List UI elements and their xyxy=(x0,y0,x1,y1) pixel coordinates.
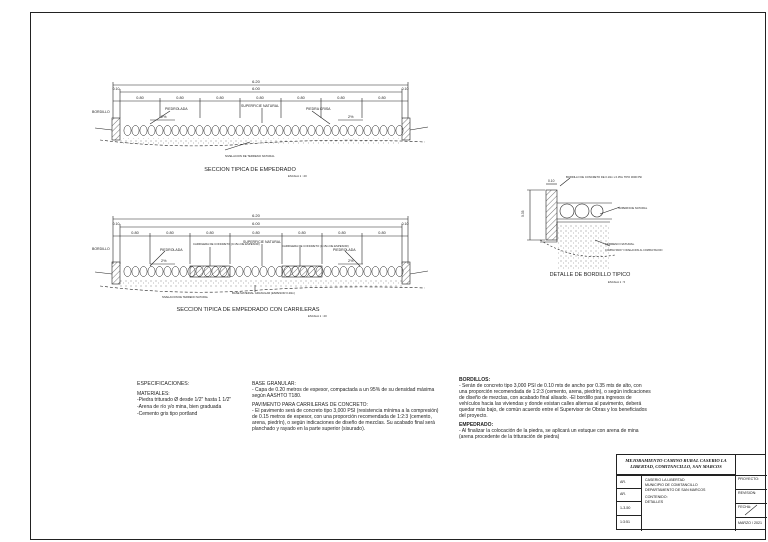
sec1-nivelacion-label: NIVELACION DE TERRENO NATURAL xyxy=(225,154,275,158)
bordillos-heading: BORDILLOS: xyxy=(459,377,491,383)
stone xyxy=(260,126,267,136)
stone xyxy=(388,267,395,277)
sec2-lane-dim: 0.80 xyxy=(206,231,214,235)
sec2-scale: ESCALA 1 : 20 xyxy=(308,314,327,318)
base-heading: BASE GRANULAR: xyxy=(252,381,296,387)
sec2-slope-right: 2% xyxy=(348,259,354,263)
specs-bordillos xyxy=(459,377,651,441)
sec1-bordillo-label: BORDILLO xyxy=(92,110,110,114)
sec2-title: SECCION TIPICA DE EMPEDRADO CON CARRILERAS xyxy=(176,307,320,313)
sec2-edge-left: 0.10 xyxy=(112,222,120,226)
pavement-text: - El pavimento será de concreto tipo 3,000 PSI (resistencia mínima a la compresión) de 0.15 metros de espesor, con una proporción recomendada de 1:2:3 (cemento, arena, piedrín), o según indicaciones de diseño de mezclas. Su acabado final será planchado y rayado en la parte superior (sisurado). xyxy=(252,408,439,432)
stone xyxy=(300,126,307,136)
sec2-base-label: BASE MATERIAL GRANULAR (ESPESOR 0.20m) xyxy=(232,291,295,295)
stone xyxy=(124,126,131,136)
stone xyxy=(148,126,155,136)
stone xyxy=(340,126,347,136)
stone xyxy=(308,126,315,136)
sec2-nivelacion-label: NIVELACION DE TERRENO NATURAL xyxy=(162,296,209,299)
sec1-lane-dim: 0.80 xyxy=(337,96,345,100)
stone xyxy=(364,126,371,136)
sec2-piedrolada-right: PIEDROLADA xyxy=(333,248,356,252)
sec2-lane-dim: 0.80 xyxy=(252,231,260,235)
sec2-lane-dim: 0.80 xyxy=(166,231,174,235)
stone xyxy=(236,126,243,136)
stone xyxy=(252,267,259,277)
sec2-sub-width: 6.00 xyxy=(252,221,260,226)
sec1-piedrolada-label: PIEDROLADA xyxy=(165,107,188,111)
material-line: -Arena de río y/o mina, bien graduada xyxy=(137,404,222,410)
detail-terreno-label: TERRENO NATURAL xyxy=(605,242,635,246)
stone xyxy=(276,126,283,136)
detail-dim-width: 0.10 xyxy=(548,179,555,183)
tb-content-line: DETALLES xyxy=(645,500,664,504)
stone xyxy=(156,267,163,277)
stone xyxy=(324,267,331,277)
stone xyxy=(212,126,219,136)
tb-right-line: REVISION: xyxy=(738,491,757,495)
tb-content-line: CONTENIDO: xyxy=(645,495,668,499)
stone xyxy=(372,126,379,136)
detail-drawing xyxy=(527,178,620,270)
sec2-lane-dim: 0.80 xyxy=(378,231,386,235)
materials-heading: MATERIALES: xyxy=(137,391,170,397)
stone xyxy=(228,126,235,136)
sec2-lane-dim: 0.80 xyxy=(131,231,139,235)
stone xyxy=(324,126,331,136)
stone xyxy=(372,267,379,277)
sec2-lane-dim: 0.80 xyxy=(338,231,346,235)
title-block xyxy=(616,454,766,530)
stone xyxy=(348,126,355,136)
sec2-slope-left: 2% xyxy=(161,259,167,263)
stone xyxy=(260,267,267,277)
tb-content-line: DEPARTAMENTO DE SAN MARCOS xyxy=(645,488,706,492)
project-title: MEJORAMIENTO CAMINO RURAL CASERIO LA LIBERTAD, COMITANCILLO, SAN MARCOS xyxy=(617,455,735,475)
sec2-carrilera-right: CARRILERA DE CONCRETO (0.15m DE ESPESOR) xyxy=(282,244,349,248)
stone xyxy=(164,267,171,277)
empedrado-text: - Al finalizar la colocación de la piedra, se aplicará un estuque con arena de mina (arena procedente de la trituración de piedra) xyxy=(459,428,639,440)
stone xyxy=(188,126,195,136)
stone xyxy=(380,126,387,136)
stone xyxy=(132,126,139,136)
stone xyxy=(156,126,163,136)
stone xyxy=(268,126,275,136)
tb-code: 1:3:51 xyxy=(620,520,630,524)
sec1-lane-dim: 0.80 xyxy=(216,96,224,100)
sec2-bordillo-label: BORDILLO xyxy=(92,247,110,251)
stone xyxy=(180,267,187,277)
stone xyxy=(268,267,275,277)
stone xyxy=(164,126,171,136)
stone xyxy=(220,126,227,136)
stone xyxy=(236,267,243,277)
stone xyxy=(172,126,179,136)
stone xyxy=(140,267,147,277)
stone xyxy=(140,126,147,136)
stone xyxy=(348,267,355,277)
stone xyxy=(148,267,155,277)
tb-content-line: CASERIO LA LIBERTAD xyxy=(645,478,685,482)
sec1-total-width: 6.20 xyxy=(252,79,260,84)
stone xyxy=(364,267,371,277)
tb-code: 1-3-50 xyxy=(620,506,631,510)
stone-row xyxy=(124,126,403,136)
stone xyxy=(316,126,323,136)
stone xyxy=(332,126,339,136)
section-2-labels xyxy=(92,213,408,318)
specs-base-pavement xyxy=(252,381,444,433)
stone xyxy=(244,267,251,277)
detail-compactado-label: COMPACTADO Y NIVELACION AL COMPACTACION xyxy=(605,249,663,252)
stone xyxy=(124,267,131,277)
section-1-drawing xyxy=(95,82,428,150)
stone xyxy=(284,126,291,136)
sec1-lane-dim: 0.80 xyxy=(297,96,305,100)
sec2-carrilera-left: CARRILERA DE CONCRETO (0.15m DE ESPESOR) xyxy=(193,242,260,246)
tb-code: AR. xyxy=(620,492,626,496)
bordillos-text: - Serán de concreto tipo 3,000 PSI de 0.10 mts de ancho por 0.35 mts de alto, con una proporción recomendada de 1:2:3 (cemento, arena, piedrín), o según indicaciones de diseño de mezclas, con acabado final alisado. -El bordillo para ingresos de vehículos hacia las viviendas y donde existan calles alternas al pavimento, deberá quedar más bajo, de común acuerdo entre el Supervisor de Obras y los beneficiados del proyecto. xyxy=(459,383,651,419)
sec2-superficie-label: SUPERFICIE NATURAL xyxy=(243,240,282,244)
sec1-slope-right: 2% xyxy=(348,115,354,119)
material-line: -Cemento gris tipo portland xyxy=(137,411,198,417)
detail-title: DETALLE DE BORDILLO TIPICO xyxy=(549,272,631,278)
specs-materials xyxy=(137,381,242,418)
stone xyxy=(132,267,139,277)
sec2-lane-dim: 0.80 xyxy=(298,231,306,235)
stone-row-2 xyxy=(124,267,403,277)
stone xyxy=(292,126,299,136)
sec1-piedra-crisa-label: PIEDRA CRISA xyxy=(306,107,331,111)
stone xyxy=(340,267,347,277)
sec1-lane-dim: 0.80 xyxy=(378,96,386,100)
stone xyxy=(380,267,387,277)
tb-code: AR. xyxy=(620,480,626,484)
detail-dim-height: 0.35 xyxy=(521,210,525,217)
stone xyxy=(252,126,259,136)
stone xyxy=(356,267,363,277)
sec1-superficie-label: SUPERFICIE NATURAL xyxy=(241,104,280,108)
sec1-edge-left: 0.10 xyxy=(112,87,120,91)
specs-heading: ESPECIFICACIONES: xyxy=(137,381,190,387)
stone xyxy=(388,126,395,136)
sec2-edge-right: 0.10 xyxy=(401,222,409,226)
pavement-heading: PAVIMENTO PARA CARRILERAS DE CONCRETO: xyxy=(252,402,368,408)
stone xyxy=(356,126,363,136)
tb-right-line: MARZO / 2021 xyxy=(738,521,762,525)
section-2-drawing xyxy=(95,216,428,292)
sec1-lane-dim: 0.80 xyxy=(136,96,144,100)
material-line: -Piedra triturado Ø desde 1/2" hasta 1 1/2" xyxy=(137,397,232,403)
empedrado-heading: EMPEDRADO: xyxy=(459,422,494,428)
sec1-lane-dim: 0.80 xyxy=(176,96,184,100)
sec1-scale: ESCALA 1 : 20 xyxy=(288,174,307,178)
stone xyxy=(204,126,211,136)
tb-right-line: FECHA: xyxy=(738,505,752,509)
sec2-piedrolada-left: PIEDROLADA xyxy=(160,248,183,252)
detail-scale: ESCALA 1 : 5 xyxy=(608,280,626,284)
sec1-sub-width: 6.00 xyxy=(252,86,260,91)
stone xyxy=(180,126,187,136)
tb-content-line: MUNICIPIO DE COMITANCILLO xyxy=(645,483,698,487)
sec1-edge-right: 0.10 xyxy=(401,87,409,91)
stone xyxy=(332,267,339,277)
sec1-lane-dim: 0.80 xyxy=(256,96,264,100)
sec1-slope-left: 2% xyxy=(161,115,167,119)
stone xyxy=(172,267,179,277)
stone xyxy=(196,126,203,136)
detail-top-label: BORDILLO DE CONCRETO DE 0.10m x 0.35m TIPO 3000 PSI xyxy=(566,176,642,179)
detail-superficie-label: SUPERFICIE NATURAL xyxy=(618,207,648,210)
tb-right-line: PROYECTO: xyxy=(738,477,760,481)
base-text: - Capa de 0.20 metros de espesor, compactada a un 95% de su densidad máxima según AASHTO T180. xyxy=(252,387,435,399)
sec2-total-width: 6.20 xyxy=(252,213,260,218)
signature-mark xyxy=(735,503,767,517)
stone xyxy=(244,126,251,136)
section-1-labels xyxy=(92,79,408,178)
sec1-title: SECCION TIPICA DE EMPEDRADO xyxy=(204,167,296,173)
